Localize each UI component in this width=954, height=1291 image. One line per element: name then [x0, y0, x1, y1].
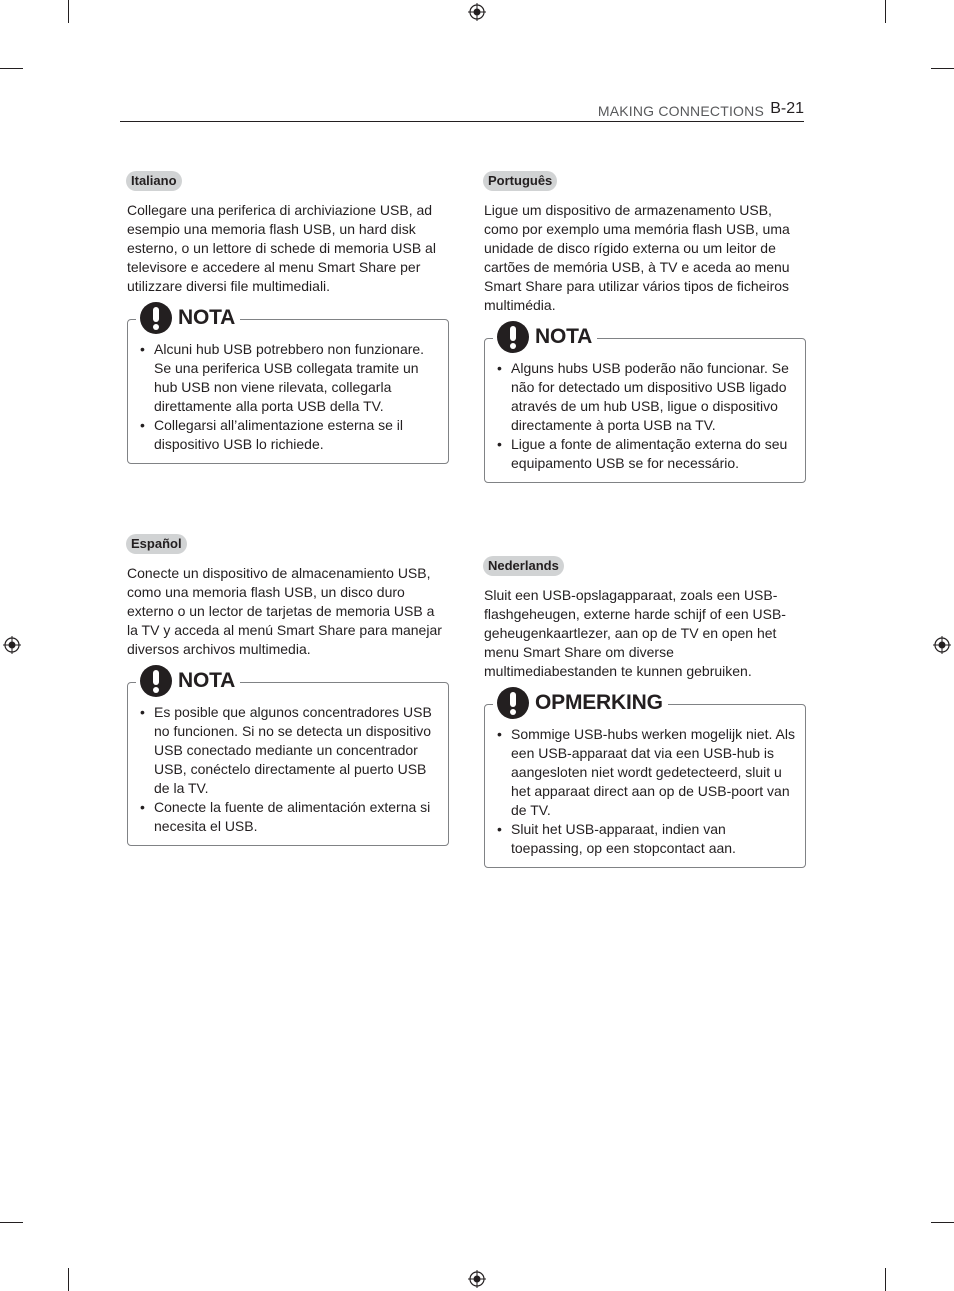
note-item: • Conecte la fuente de alimentación externa si necesita el USB. — [140, 798, 438, 836]
language-label: Italiano — [126, 171, 182, 191]
note-box — [484, 691, 806, 868]
note-title: OPMERKING — [535, 691, 663, 714]
registration-mark-icon — [3, 636, 21, 654]
note-heading — [493, 687, 668, 719]
language-label: Español — [126, 534, 187, 554]
note-list — [497, 359, 795, 473]
note-list — [140, 340, 438, 454]
note-heading — [136, 302, 240, 334]
note-title: NOTA — [178, 306, 236, 329]
crop-mark — [931, 68, 954, 69]
note-item: • Sommige USB-hubs werken mogelijk niet. Als een USB-apparaat dat via een USB-hub is aangesloten niet wordt gedetecteerd, sluit u het apparaat direct aan op de USB-poort van de TV. — [497, 725, 795, 820]
crop-mark — [931, 1222, 954, 1223]
language-label: Português — [483, 171, 557, 191]
note-item: • Collegarsi all’alimentazione esterna se il dispositivo USB lo richiede. — [140, 416, 438, 454]
exclamation-icon — [497, 321, 529, 353]
note-title: NOTA — [178, 669, 236, 692]
section-body: Sluit een USB-opslagapparaat, zoals een USB-flashgeheugen, externe harde schijf of een USB-geheugenkaartlezer, aan op de TV en open het menu Smart Share om diverse multimediabestanden te kunnen gebruiken. — [484, 587, 786, 679]
note-item: • Sluit het USB-apparaat, indien van toepassing, op een stopcontact aan. — [497, 820, 795, 858]
note-box — [127, 669, 449, 846]
note-title: NOTA — [535, 325, 593, 348]
page-header — [120, 99, 804, 122]
language-label: Nederlands — [483, 556, 564, 576]
crop-mark — [885, 0, 886, 23]
section-title: MAKING CONNECTIONS — [597, 103, 764, 119]
note-item: • Alcuni hub USB potrebbero non funzionare. Se una periferica USB collegata tramite un hub USB non viene rilevata, collegarla direttamente alla porta USB della TV. — [140, 340, 438, 416]
crop-mark — [0, 68, 23, 69]
note-box — [127, 306, 449, 464]
note-heading — [136, 665, 240, 697]
registration-mark-icon — [468, 3, 486, 21]
note-item: • Alguns hubs USB poderão não funcionar. Se não for detectado um dispositivo USB ligado através de um hub USB, ligue o dispositivo directamente à porta USB na TV. — [497, 359, 795, 435]
note-item: • Ligue a fonte de alimentação externa do seu equipamento USB se for necessário. — [497, 435, 795, 473]
language-section-portugues — [484, 171, 806, 483]
language-section-nederlands — [484, 556, 806, 868]
crop-mark — [68, 0, 69, 23]
note-item: • Es posible que algunos concentradores USB no funcionen. Si no se detecta un dispositivo USB conectado mediante un concentrador USB, conéctelo directamente al puerto USB de la TV. — [140, 703, 438, 798]
exclamation-icon — [140, 665, 172, 697]
section-body: Conecte un dispositivo de almacenamiento USB, como una memoria flash USB, un disco duro externo o un lector de tarjetas de memoria USB a la TV y acceda al menú Smart Share para manejar diversos archivos multimedia. — [127, 565, 442, 657]
exclamation-icon — [497, 687, 529, 719]
section-body: Ligue um dispositivo de armazenamento USB, como por exemplo uma memória flash USB, uma unidade de disco rígido externa ou um leitor de cartões de memória USB, à TV e aceda ao menu Smart Share para utilizar vários tipos de ficheiros multimédia. — [484, 202, 790, 313]
note-heading — [493, 321, 597, 353]
section-body: Collegare una periferica di archiviazione USB, ad esempio una memoria flash USB, un hard disk esterno, o un lettore di schede di memoria USB al televisore e accedere al menu Smart Share per utilizzare diversi file multimediali. — [127, 202, 436, 294]
crop-mark — [0, 1222, 23, 1223]
note-list — [140, 703, 438, 836]
registration-mark-icon — [933, 636, 951, 654]
exclamation-icon — [140, 302, 172, 334]
note-list — [497, 725, 795, 858]
note-box — [484, 325, 806, 483]
language-section-espanol — [127, 534, 449, 846]
page-number: B-21 — [770, 100, 804, 117]
crop-mark — [885, 1268, 886, 1291]
registration-mark-icon — [468, 1270, 486, 1288]
crop-mark — [68, 1268, 69, 1291]
language-section-italiano — [127, 171, 449, 464]
